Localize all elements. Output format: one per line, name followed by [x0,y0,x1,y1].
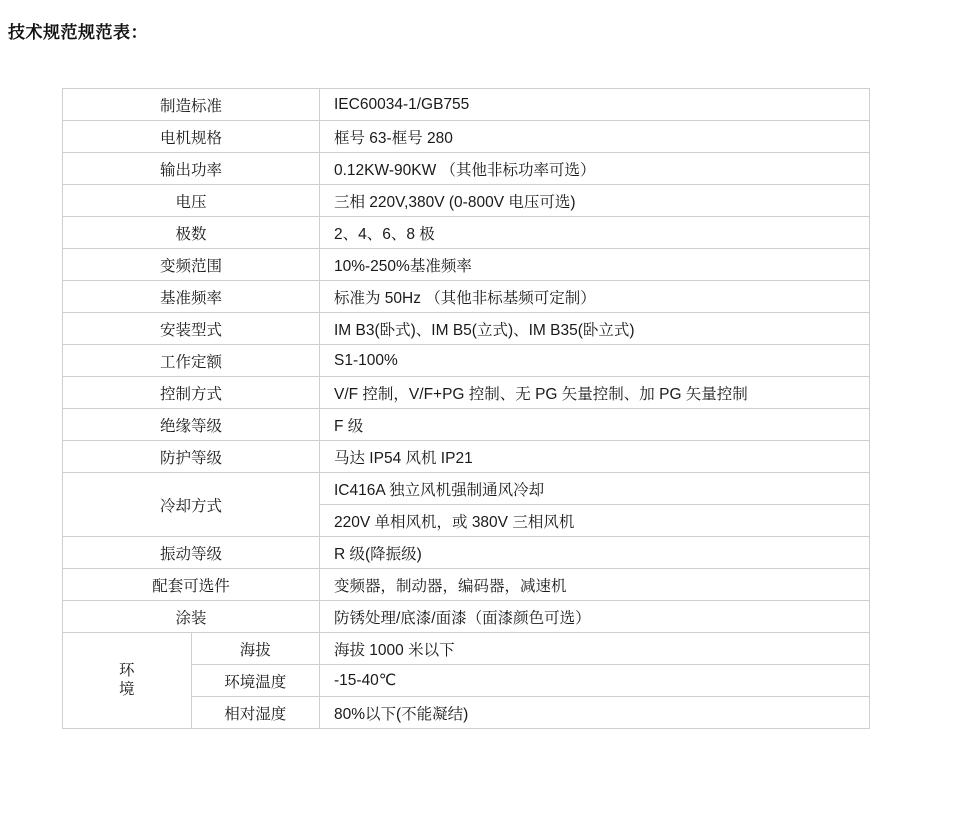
row-label: 环境温度 [191,665,320,697]
environment-group-label-text: 环 境 [118,661,135,698]
row-label: 输出功率 [63,153,320,185]
table-row [63,345,870,377]
table-row [63,601,870,633]
row-value: 2、4、6、8 极 [320,217,870,249]
table-row-cooling [63,473,870,505]
row-label: 基准频率 [63,281,320,313]
row-label: 电机规格 [63,121,320,153]
table-row [63,121,870,153]
row-value: 变频器，制动器，编码器，减速机 [320,569,870,601]
row-label: 工作定额 [63,345,320,377]
row-value-secondary: 220V 单相风机，或 380V 三相风机 [320,505,870,537]
row-value: 标准为 50Hz （其他非标基频可定制） [320,281,870,313]
row-value: -15-40℃ [320,665,870,697]
spec-table-container [62,88,870,729]
row-label: 制造标准 [63,89,320,121]
table-row [63,313,870,345]
table-row [63,217,870,249]
table-row [63,153,870,185]
page-title: 技术规范规范表： [8,23,148,42]
row-label: 控制方式 [63,377,320,409]
table-row [63,569,870,601]
row-label: 电压 [63,185,320,217]
row-label: 冷却方式 [63,473,320,537]
row-label: 振动等级 [63,537,320,569]
row-value: 0.12KW-90KW （其他非标功率可选） [320,153,870,185]
row-label: 配套可选件 [63,569,320,601]
environment-group-label [63,633,192,729]
table-row [63,249,870,281]
row-label: 相对湿度 [191,697,320,729]
row-label: 绝缘等级 [63,409,320,441]
table-row [63,409,870,441]
row-value: R 级(降振级) [320,537,870,569]
row-value: 马达 IP54 风机 IP21 [320,441,870,473]
row-value: 框号 63-框号 280 [320,121,870,153]
row-label: 涂装 [63,601,320,633]
row-value: 10%-250%基准频率 [320,249,870,281]
row-value: 80%以下(不能凝结) [320,697,870,729]
table-row [63,377,870,409]
table-row [63,89,870,121]
row-value: IEC60034-1/GB755 [320,89,870,121]
row-value: F 级 [320,409,870,441]
row-label: 变频范围 [63,249,320,281]
row-value: IC416A 独立风机强制通风冷却 [320,473,870,505]
table-row-environment [63,633,870,665]
row-value: S1-100% [320,345,870,377]
table-row [63,281,870,313]
row-value: 三相 220V,380V (0-800V 电压可选) [320,185,870,217]
specification-table [62,88,870,729]
row-label: 安装型式 [63,313,320,345]
table-row [63,185,870,217]
row-value: IM B3(卧式)、IM B5(立式)、IM B35(卧立式) [320,313,870,345]
row-value: 防锈处理/底漆/面漆（面漆颜色可选） [320,601,870,633]
table-row [63,537,870,569]
row-label: 防护等级 [63,441,320,473]
row-label: 极数 [63,217,320,249]
row-value: 海拔 1000 米以下 [320,633,870,665]
table-row [63,441,870,473]
row-label: 海拔 [191,633,320,665]
row-value: V/F 控制，V/F+PG 控制、无 PG 矢量控制、加 PG 矢量控制 [320,377,870,409]
